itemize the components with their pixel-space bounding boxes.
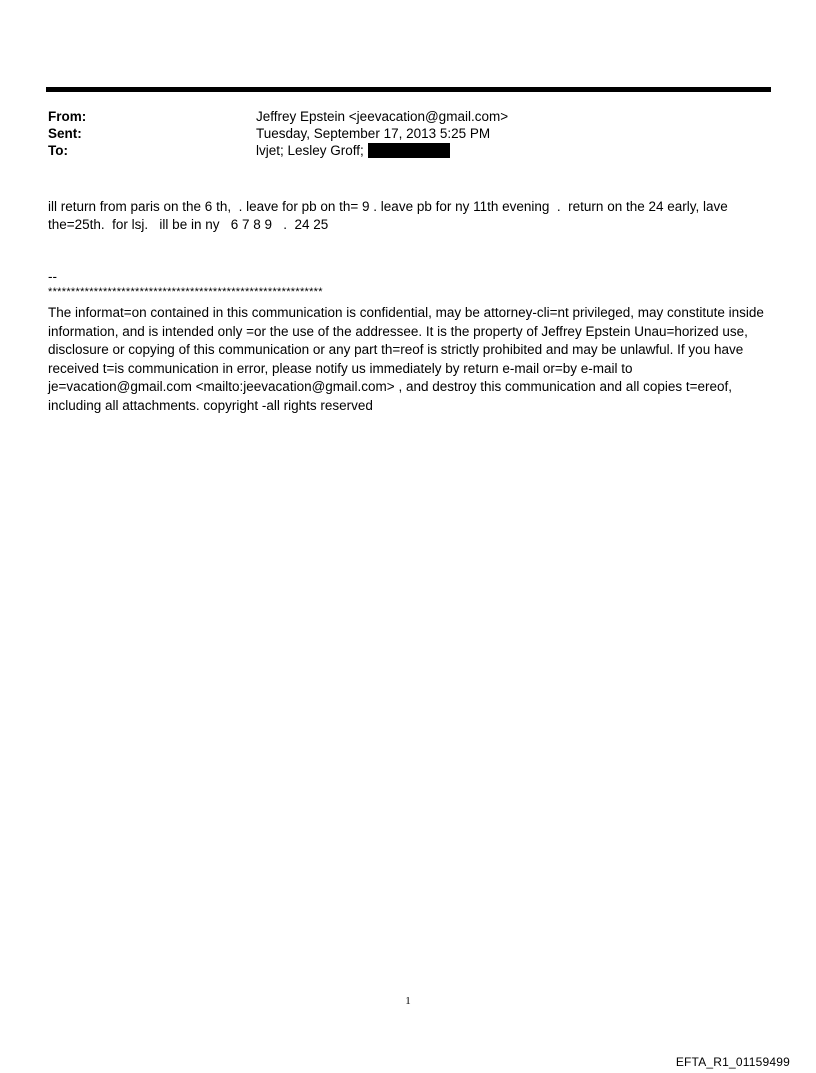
page-number: 1 xyxy=(405,995,411,1007)
redaction-block xyxy=(368,143,450,158)
header-divider xyxy=(46,87,771,92)
from-row xyxy=(48,108,768,125)
to-value: lvjet; Lesley Groff; xyxy=(256,143,364,158)
sent-label: Sent: xyxy=(48,126,82,141)
signature-dash: -- xyxy=(48,269,57,284)
to-row xyxy=(48,142,768,159)
to-value-wrapper xyxy=(256,142,450,159)
to-label: To: xyxy=(48,143,68,158)
sent-row xyxy=(48,125,768,142)
signature-stars: ************************************************************ xyxy=(48,286,323,298)
confidentiality-disclaimer: The informat=on contained in this communication is confidential, may be attorney-cli=nt privileged, may constitute inside information, and is intended only =or the use of the addressee. It is the property of Jeffrey Epstein Unau=horized use, disclosure or copying of this communication or any part th=reof is strictly prohibited and may be unlawful. If you have received t=is communication in error, please notify us immediately by return e-mail or=by e-mail to je=vacation@gmail.com <mailto:jeevacation@gmail.com> , and destroy this communication and all copies t=ereof, including all attachments. copyright -all rights reserved xyxy=(48,305,764,413)
document-id: EFTA_R1_01159499 xyxy=(675,1055,790,1069)
sent-value: Tuesday, September 17, 2013 5:25 PM xyxy=(256,126,491,141)
from-label: From: xyxy=(48,109,87,124)
email-header xyxy=(48,108,768,159)
message-body: ill return from paris on the 6 th, . leave for pb on th= 9 . leave pb for ny 11th evening . return on the 24 early, lave the=25th. for lsj. ill be in ny 6 7 8 9 . 24 25 xyxy=(48,199,732,232)
from-value: Jeffrey Epstein <jeevacation@gmail.com> xyxy=(256,109,509,124)
